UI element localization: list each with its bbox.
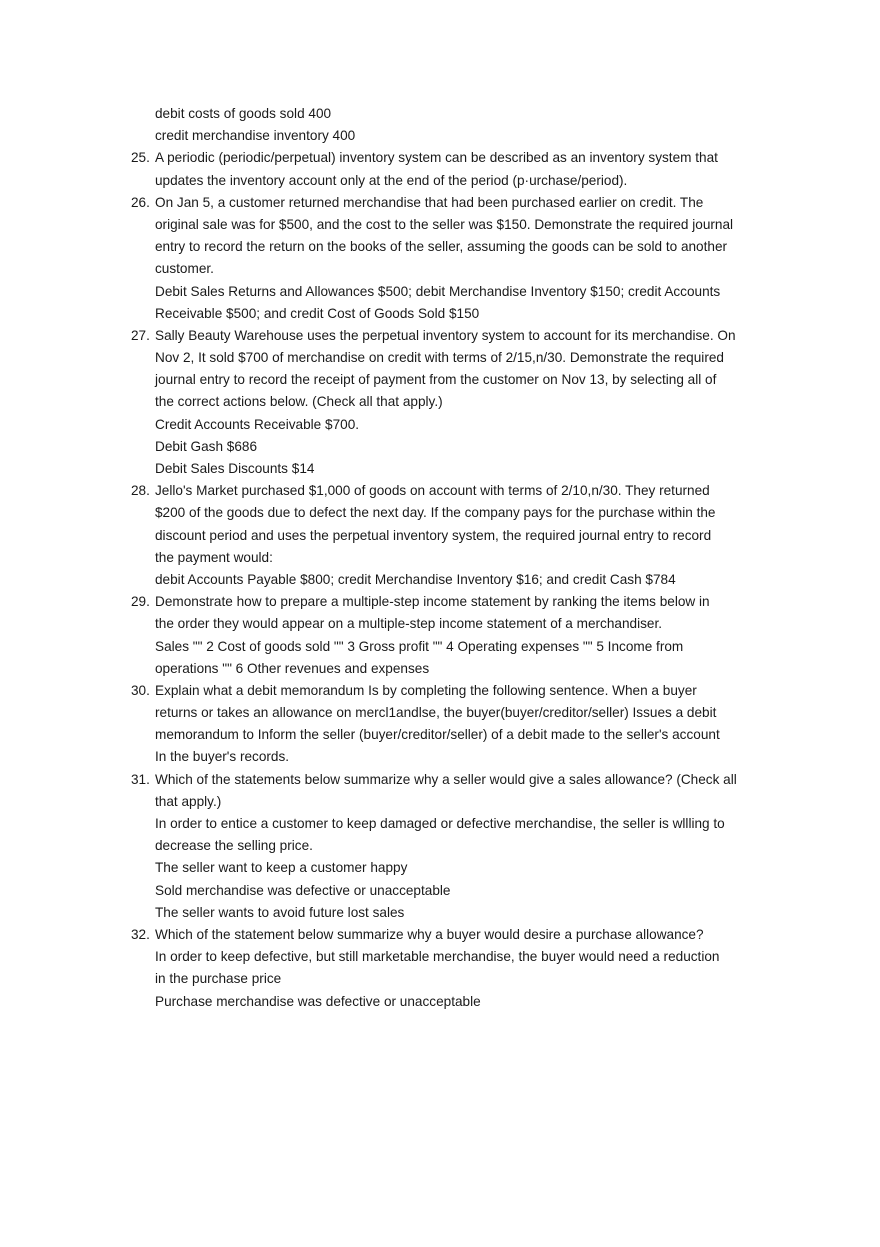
text-line (0, 258, 880, 280)
line-text: $200 of the goods due to defect the next day. If the company pays for the purchase within the (155, 505, 716, 521)
text-line (0, 525, 880, 547)
question-line (0, 924, 880, 946)
text-line (0, 724, 880, 746)
line-text: journal entry to record the receipt of payment from the customer on Nov 13, by selecting all of (155, 372, 717, 388)
question-number: 31. (131, 771, 150, 787)
question-number: 30. (131, 682, 150, 698)
line-text: memorandum to Inform the seller (buyer/creditor/seller) of a debit made to the seller's account (155, 727, 720, 743)
question-number: 29. (131, 594, 150, 610)
line-text: updates the inventory account only at the end of the period (p·urchase/period). (155, 172, 628, 188)
text-line (0, 746, 880, 768)
line-text: decrease the selling price. (155, 838, 313, 854)
text-line (0, 702, 880, 724)
line-text: Sally Beauty Warehouse uses the perpetual inventory system to account for its merchandise. On (155, 327, 736, 343)
line-text: Which of the statements below summarize why a seller would give a sales allowance? (Check all (155, 771, 737, 787)
question-line (0, 147, 880, 169)
line-text: that apply.) (155, 793, 222, 809)
line-text: the order they would appear on a multiple-step income statement of a merchandiser. (155, 616, 663, 632)
text-line (0, 658, 880, 680)
line-text: in the purchase price (155, 971, 282, 987)
text-line (0, 857, 880, 879)
line-text: Debit Sales Returns and Allowances $500; debit Merchandise Inventory $150; credit Accounts (155, 283, 721, 299)
line-text: The seller want to keep a customer happy (155, 860, 408, 876)
text-line (0, 281, 880, 303)
question-number: 32. (131, 926, 150, 942)
text-line (0, 791, 880, 813)
line-text: the payment would: (155, 549, 273, 565)
question-number: 27. (131, 327, 150, 343)
line-text: In order to keep defective, but still marketable merchandise, the buyer would need a reduction (155, 949, 720, 965)
text-line (0, 236, 880, 258)
question-number: 26. (131, 194, 150, 210)
text-line (0, 946, 880, 968)
line-text: Demonstrate how to prepare a multiple-step income statement by ranking the items below in (155, 594, 710, 610)
text-line (0, 414, 880, 436)
text-line (0, 547, 880, 569)
question-line (0, 192, 880, 214)
text-line (0, 170, 880, 192)
text-line (0, 835, 880, 857)
text-line (0, 391, 880, 413)
line-text: entry to record the return on the books of the seller, assuming the goods can be sold to another (155, 239, 728, 255)
text-line (0, 347, 880, 369)
text-line (0, 436, 880, 458)
line-text: Explain what a debit memorandum Is by completing the following sentence. When a buyer (155, 682, 697, 698)
line-text: Receivable $500; and credit Cost of Goods Sold $150 (155, 305, 480, 321)
text-line (0, 214, 880, 236)
line-text: Which of the statement below summarize why a buyer would desire a purchase allowance? (155, 926, 704, 942)
line-text: In the buyer's records. (155, 749, 290, 765)
text-line (0, 636, 880, 658)
line-text: debit Accounts Payable $800; credit Merchandise Inventory $16; and credit Cash $784 (155, 571, 676, 587)
line-text: Debit Gash $686 (155, 438, 258, 454)
line-text: Sales "" 2 Cost of goods sold "" 3 Gross profit "" 4 Operating expenses "" 5 Income from (155, 638, 684, 654)
line-text: In order to entice a customer to keep damaged or defective merchandise, the seller is wllling to (155, 816, 725, 831)
text-line (0, 813, 880, 835)
line-text: The seller wants to avoid future lost sales (155, 904, 405, 920)
text-line (0, 103, 880, 125)
line-text: returns or takes an allowance on mercl1andlse, the buyer(buyer/creditor/seller) Issues a debit (155, 705, 717, 721)
line-text: Jello's Market purchased $1,000 of goods on account with terms of 2/10,n/30. They returned (155, 483, 710, 499)
question-line (0, 591, 880, 613)
text-line (0, 458, 880, 480)
question-line (0, 769, 880, 791)
line-text: the correct actions below. (Check all that apply.) (155, 394, 443, 410)
text-line (0, 125, 880, 147)
question-line (0, 325, 880, 347)
question-number: 25. (131, 150, 150, 166)
line-text: original sale was for $500, and the cost to the seller was $150. Demonstrate the required journal (155, 216, 734, 232)
question-number: 28. (131, 483, 150, 499)
line-text: On Jan 5, a customer returned merchandise that had been purchased earlier on credit. The (155, 194, 704, 210)
line-text: customer. (155, 261, 214, 277)
line-text: Sold merchandise was defective or unacceptable (155, 882, 451, 898)
text-line (0, 968, 880, 990)
text-line (0, 613, 880, 635)
line-text: credit merchandise inventory 400 (155, 128, 356, 144)
line-text: Purchase merchandise was defective or unacceptable (155, 993, 481, 1009)
text-line (0, 880, 880, 902)
text-line (0, 303, 880, 325)
text-line (0, 369, 880, 391)
text-line (0, 569, 880, 591)
line-text: discount period and uses the perpetual inventory system, the required journal entry to record (155, 527, 712, 543)
line-text: Debit Sales Discounts $14 (155, 461, 315, 476)
line-text: operations "" 6 Other revenues and expenses (155, 660, 430, 676)
question-line (0, 480, 880, 502)
line-text: debit costs of goods sold 400 (155, 106, 332, 121)
text-line (0, 902, 880, 924)
line-text: Credit Accounts Receivable $700. (155, 416, 360, 432)
text-line (0, 991, 880, 1013)
line-text: Nov 2, It sold $700 of merchandise on credit with terms of 2/15,n/30. Demonstrate the required (155, 350, 724, 366)
document-page (0, 103, 880, 1013)
line-text: A periodic (periodic/perpetual) inventory system can be described as an inventory system that (155, 150, 718, 166)
text-line (0, 502, 880, 524)
question-line (0, 680, 880, 702)
